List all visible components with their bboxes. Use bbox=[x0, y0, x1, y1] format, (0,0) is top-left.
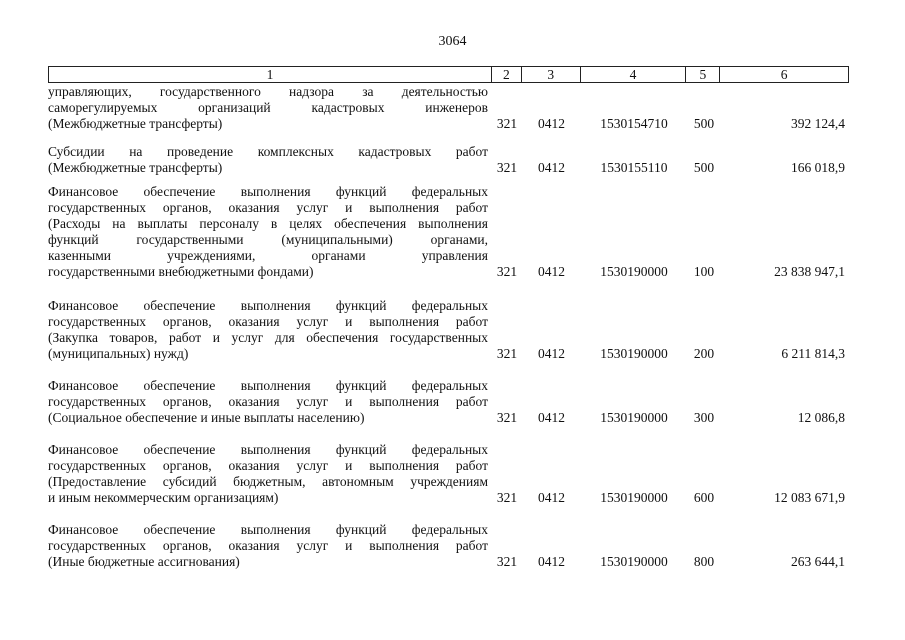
cell-expense-type: 100 bbox=[693, 264, 715, 279]
row-description bbox=[48, 84, 492, 132]
cell-expense-type: 500 bbox=[693, 116, 715, 131]
table-row bbox=[48, 522, 849, 570]
description-line: функций государственными (муниципальными) органами, bbox=[48, 232, 488, 247]
description-line: Субсидии на проведение комплексных кадастровых работ bbox=[48, 144, 488, 159]
description-line: (Предоставление субсидий бюджетным, автономным учреждениям bbox=[48, 474, 488, 489]
row-description bbox=[48, 442, 492, 506]
description-line: (муниципальных) нужд) bbox=[48, 346, 189, 361]
row-description bbox=[48, 378, 492, 426]
row-description bbox=[48, 522, 492, 570]
cell-section: 0412 bbox=[538, 160, 565, 175]
header-col-3: 3 bbox=[522, 67, 581, 82]
table-header bbox=[48, 66, 849, 83]
cell-chapter: 321 bbox=[496, 410, 518, 425]
cell-amount: 12 086,8 bbox=[797, 410, 845, 425]
table-row bbox=[48, 298, 849, 362]
cell-target-article: 1530154710 bbox=[600, 116, 668, 131]
description-line: государственными внебюджетными фондами) bbox=[48, 264, 314, 279]
cell-amount: 23 838 947,1 bbox=[774, 264, 845, 279]
cell-amount: 166 018,9 bbox=[791, 160, 845, 175]
table-row bbox=[48, 442, 849, 506]
description-line: (Межбюджетные трансферты) bbox=[48, 116, 223, 131]
cell-target-article: 1530190000 bbox=[600, 554, 668, 569]
description-line: Финансовое обеспечение выполнения функций федеральных bbox=[48, 298, 488, 313]
header-col-6: 6 bbox=[780, 67, 788, 82]
cell-chapter: 321 bbox=[496, 116, 518, 131]
description-line: саморегулируемых организаций кадастровых инженеров bbox=[48, 100, 488, 115]
cell-chapter: 321 bbox=[496, 554, 518, 569]
description-line: государственных органов, оказания услуг и выполнения работ bbox=[48, 394, 488, 409]
cell-target-article: 1530190000 bbox=[600, 490, 668, 505]
row-description bbox=[48, 184, 492, 280]
cell-chapter: 321 bbox=[496, 346, 518, 361]
table-row bbox=[48, 184, 849, 280]
cell-target-article: 1530155110 bbox=[600, 160, 668, 175]
description-line: (Иные бюджетные ассигнования) bbox=[48, 554, 240, 569]
cell-amount: 263 644,1 bbox=[791, 554, 845, 569]
description-line: (Социальное обеспечение и иные выплаты населению) bbox=[48, 410, 365, 425]
description-line: государственных органов, оказания услуг и выполнения работ bbox=[48, 314, 488, 329]
table-row bbox=[48, 378, 849, 426]
header-col-5: 5 bbox=[686, 67, 720, 82]
description-line: Финансовое обеспечение выполнения функций федеральных bbox=[48, 378, 488, 393]
cell-section: 0412 bbox=[538, 490, 565, 505]
cell-expense-type: 500 bbox=[693, 160, 715, 175]
cell-amount: 6 211 814,3 bbox=[781, 346, 845, 361]
cell-expense-type: 200 bbox=[693, 346, 715, 361]
cell-target-article: 1530190000 bbox=[600, 264, 668, 279]
description-line: (Расходы на выплаты персоналу в целях обеспечения выполнения bbox=[48, 216, 488, 231]
row-description bbox=[48, 144, 492, 176]
header-col-4: 4 bbox=[581, 67, 687, 82]
cell-expense-type: 600 bbox=[693, 490, 715, 505]
header-col-2: 2 bbox=[492, 67, 522, 82]
description-line: (Межбюджетные трансферты) bbox=[48, 160, 223, 175]
description-line: казенными учреждениями, органами управления bbox=[48, 248, 488, 263]
cell-expense-type: 800 bbox=[693, 554, 715, 569]
cell-chapter: 321 bbox=[496, 264, 518, 279]
description-line: Финансовое обеспечение выполнения функций федеральных bbox=[48, 184, 488, 199]
description-line: Финансовое обеспечение выполнения функций федеральных bbox=[48, 442, 488, 457]
description-line: (Закупка товаров, работ и услуг для обеспечения государственных bbox=[48, 330, 488, 345]
cell-amount: 12 083 671,9 bbox=[774, 490, 845, 505]
description-line: государственных органов, оказания услуг и выполнения работ bbox=[48, 200, 488, 215]
cell-section: 0412 bbox=[538, 346, 565, 361]
cell-target-article: 1530190000 bbox=[600, 410, 668, 425]
cell-chapter: 321 bbox=[496, 490, 518, 505]
cell-section: 0412 bbox=[538, 264, 565, 279]
description-line: государственных органов, оказания услуг и выполнения работ bbox=[48, 538, 488, 553]
header-col-1: 1 bbox=[49, 67, 492, 82]
description-line: Финансовое обеспечение выполнения функций федеральных bbox=[48, 522, 488, 537]
cell-amount: 392 124,4 bbox=[791, 116, 845, 131]
table-row bbox=[48, 84, 849, 132]
cell-expense-type: 300 bbox=[693, 410, 715, 425]
description-line: и иным некоммерческим организациям) bbox=[48, 490, 279, 505]
cell-target-article: 1530190000 bbox=[600, 346, 668, 361]
cell-chapter: 321 bbox=[496, 160, 518, 175]
table-row bbox=[48, 144, 849, 176]
description-line: управляющих, государственного надзора за деятельностью bbox=[48, 84, 488, 99]
cell-section: 0412 bbox=[538, 554, 565, 569]
cell-section: 0412 bbox=[538, 410, 565, 425]
page-number: 3064 bbox=[438, 34, 467, 49]
cell-section: 0412 bbox=[538, 116, 565, 131]
row-description bbox=[48, 298, 492, 362]
description-line: государственных органов, оказания услуг и выполнения работ bbox=[48, 458, 488, 473]
